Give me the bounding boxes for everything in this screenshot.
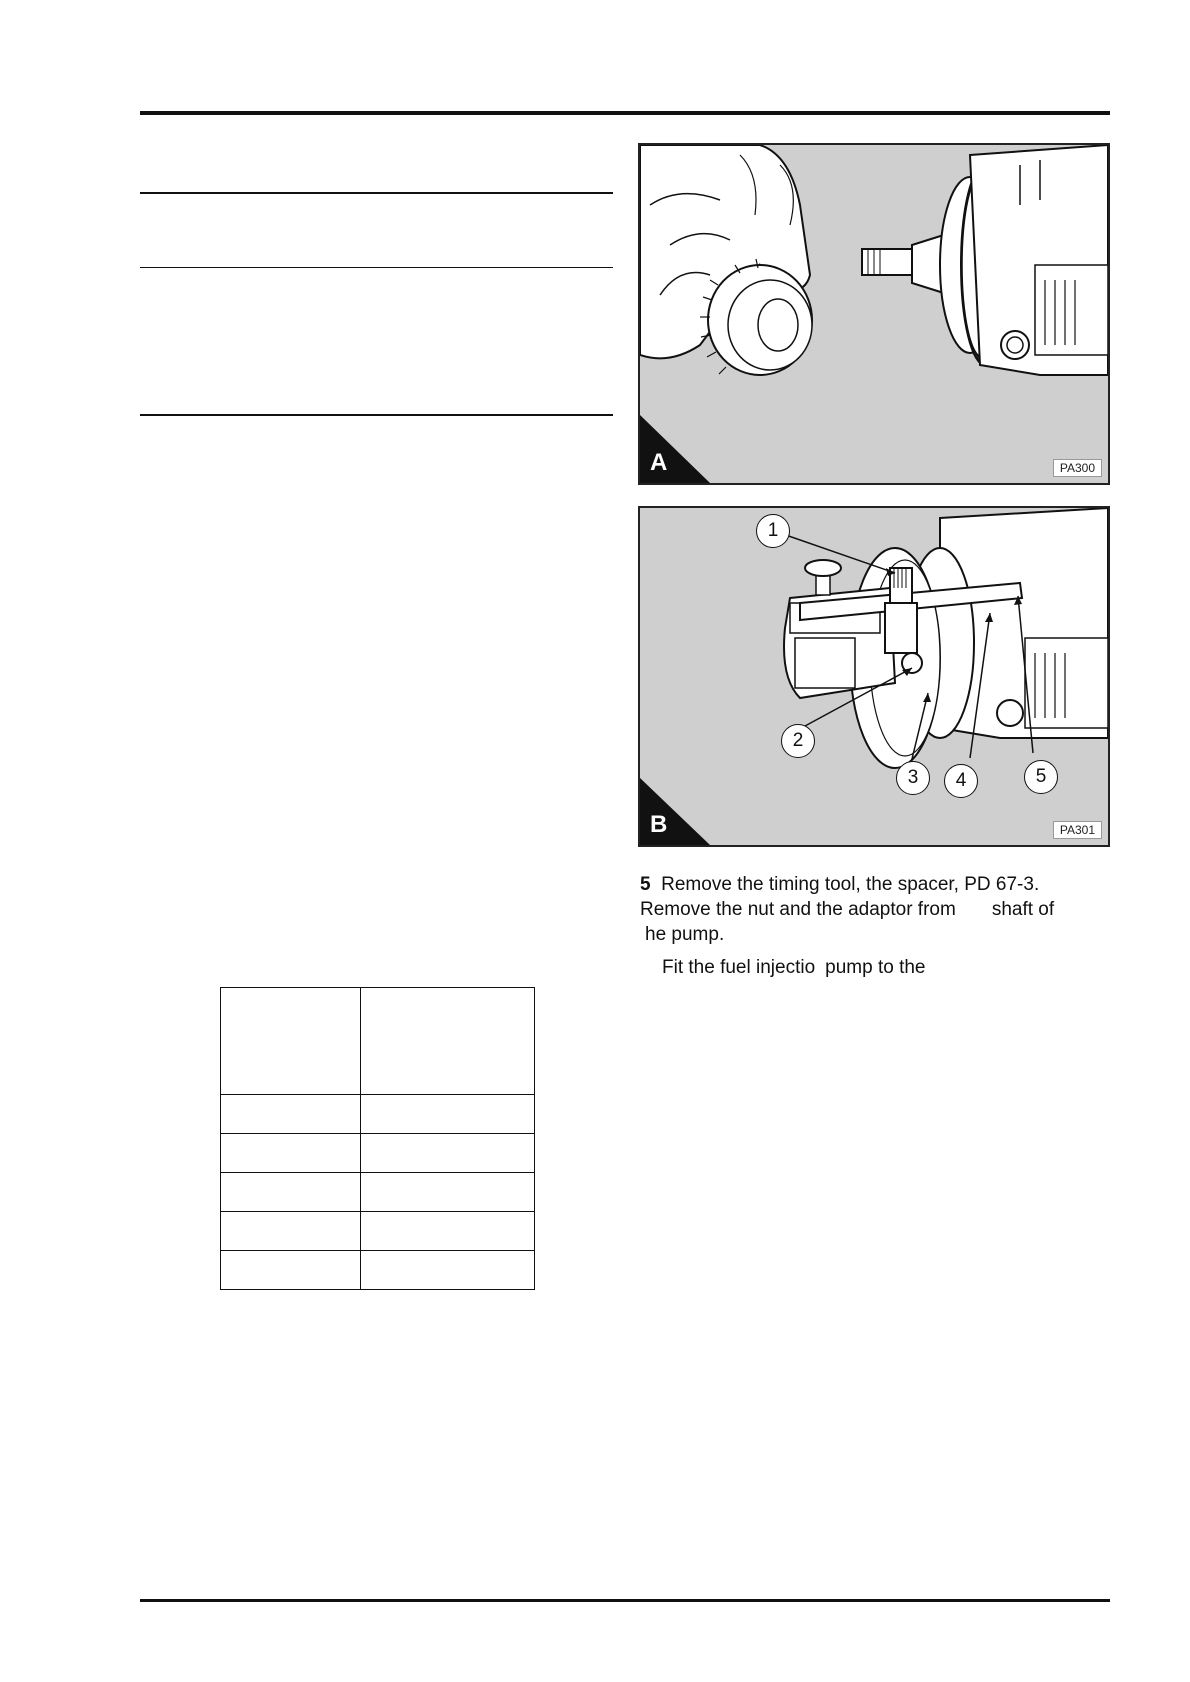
- left-rule-1: [140, 192, 613, 194]
- table-cell: [361, 1095, 535, 1134]
- left-rule-2: [140, 267, 613, 268]
- table-cell: [361, 1251, 535, 1290]
- callout-2: 2: [781, 724, 815, 758]
- table-row: [221, 1173, 535, 1212]
- table-row: [221, 1212, 535, 1251]
- step-line-4b-text: pump to the: [825, 957, 926, 978]
- callout-1: 1: [756, 514, 790, 548]
- table-row: [221, 1095, 535, 1134]
- table-cell: [221, 1095, 361, 1134]
- table-header-row: [221, 988, 535, 1095]
- step-number: 5: [640, 874, 651, 895]
- step-line-1: [640, 872, 1100, 897]
- figure-b-panel: [638, 506, 1110, 847]
- callout-3: 3: [896, 761, 930, 795]
- step-line-1-text: Remove the timing tool, the spacer, PD 67-3.: [661, 874, 1040, 895]
- figure-b-code: PA301: [1053, 821, 1102, 839]
- table-row: [221, 1134, 535, 1173]
- callout-4: 4: [944, 764, 978, 798]
- figure-a-illustration: [640, 145, 1108, 483]
- table-cell: [361, 1173, 535, 1212]
- step-line-2b-text: shaft of: [991, 899, 1055, 920]
- left-rule-3: [140, 414, 613, 416]
- table-cell: [221, 988, 361, 1095]
- step-line-4-text: Fit the fuel injectio: [662, 957, 816, 978]
- step-line-2-text: Remove the nut and the adaptor from: [640, 899, 956, 920]
- table-cell: [361, 1134, 535, 1173]
- figure-b-letter: B: [650, 811, 668, 838]
- table-cell: [361, 1212, 535, 1251]
- spec-table: [220, 987, 535, 1290]
- figure-a-letter: A: [650, 449, 668, 476]
- step-5-text: [640, 872, 1100, 980]
- table-cell: [221, 1251, 361, 1290]
- header-rule: [140, 111, 1110, 115]
- step-line-3: [640, 922, 1100, 947]
- table-cell: [221, 1212, 361, 1251]
- table-row: [221, 1251, 535, 1290]
- step-line-3-text: he pump.: [645, 924, 725, 945]
- figure-b-illustration: [640, 508, 1108, 845]
- figure-a-panel: [638, 143, 1110, 485]
- table-cell: [361, 988, 535, 1095]
- step-line-2: [640, 897, 1100, 922]
- figure-a-code: PA300: [1053, 459, 1102, 477]
- callout-5: 5: [1024, 760, 1058, 794]
- table-cell: [221, 1134, 361, 1173]
- table-cell: [221, 1173, 361, 1212]
- step-line-4: [640, 955, 1100, 980]
- footer-rule: [140, 1599, 1110, 1602]
